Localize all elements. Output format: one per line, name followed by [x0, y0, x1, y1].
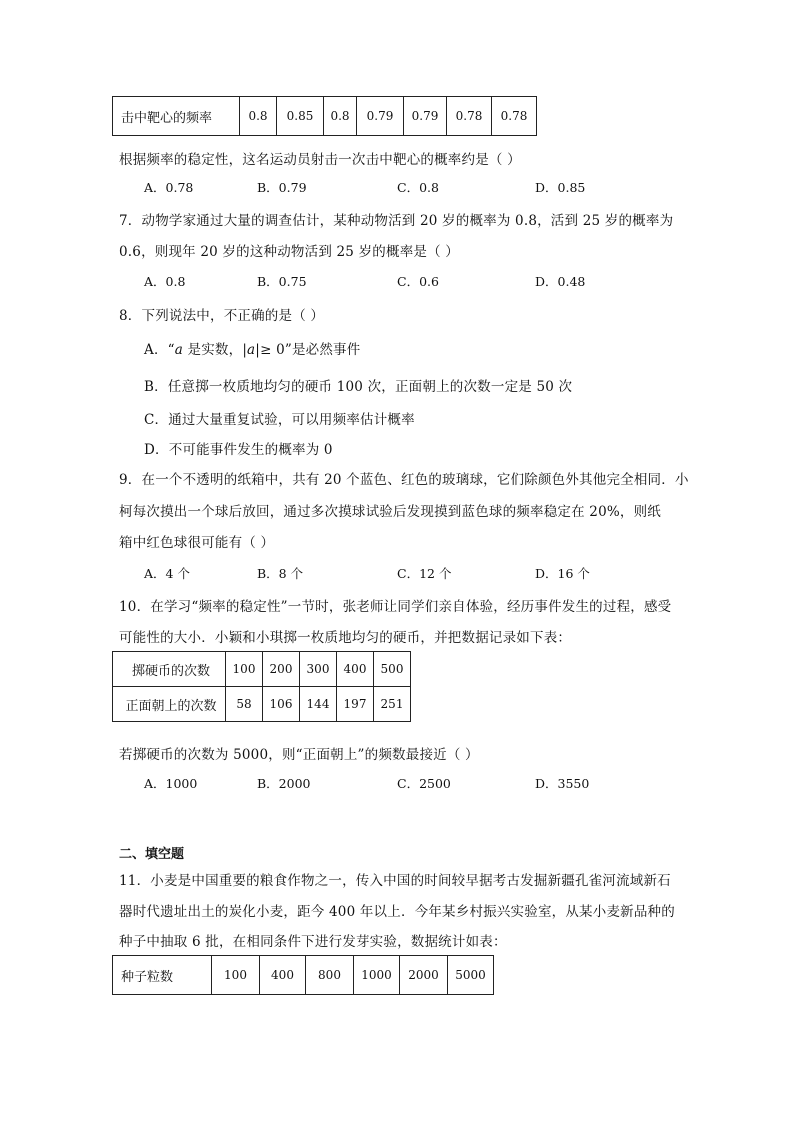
table-header-cell: 击中靶心的频率 [113, 97, 240, 136]
q7-option-c: C．0.6 [397, 274, 439, 289]
table-cell: 0.8 [240, 97, 277, 136]
q8-option-a [144, 338, 360, 358]
q10-option-d: D．3550 [535, 776, 590, 791]
q6-option-a: A．0.78 [144, 180, 194, 195]
question-10-after-table: 若掷硬币的次数为 5000，则“正面朝上”的频数最接近（ ） [119, 747, 479, 763]
q8-option-c: C．通过大量重复试验，可以用频率估计概率 [144, 412, 415, 428]
table-row [113, 652, 411, 687]
hit-frequency-table [112, 96, 537, 136]
question-9-line1: 9．在一个不透明的纸箱中，共有 20 个蓝色、红色的玻璃球，它们除颜色外其他完全相同．小 [119, 472, 689, 488]
table-cell: 200 [263, 652, 300, 687]
question-11-line3: 种子中抽取 6 批，在相同条件下进行发芽实验，数据统计如表： [119, 934, 507, 950]
question-9-line2: 柯每次摸出一个球后放回，通过多次摸球试验后发现摸到蓝色球的频率稳定在 20%，则纸 [119, 504, 661, 520]
table-header-cell: 正面朝上的次数 [113, 687, 226, 722]
table-cell: 144 [300, 687, 337, 722]
table-cell: 500 [374, 652, 411, 687]
table-cell: 251 [374, 687, 411, 722]
table-cell: 0.85 [277, 97, 324, 136]
table-cell: 100 [226, 652, 263, 687]
question-9-line3: 箱中红色球很可能有（ ） [119, 535, 275, 551]
q8-option-a-mid: 是实数， [183, 342, 243, 358]
table-cell: 197 [337, 687, 374, 722]
q9-option-c: C．12 个 [397, 566, 452, 581]
table-cell: 1000 [354, 956, 400, 995]
table-cell: 0.79 [357, 97, 404, 136]
variable-a: a [174, 342, 184, 358]
table-row [113, 687, 411, 722]
q6-option-b: B．0.79 [257, 180, 307, 195]
q10-option-c: C．2500 [397, 776, 451, 791]
q7-option-a: A．0.8 [144, 274, 186, 289]
q8-option-b: B．任意掷一枚质地均匀的硬币 100 次，正面朝上的次数一定是 50 次 [144, 379, 573, 395]
q10-option-b: B．2000 [257, 776, 311, 791]
table-cell: 100 [212, 956, 260, 995]
question-7-stem-line1: 7．动物学家通过大量的调查估计，某种动物活到 20 岁的概率为 0.8，活到 25 岁的概率为 [119, 213, 674, 229]
q7-option-b: B．0.75 [257, 274, 307, 289]
table-cell: 58 [226, 687, 263, 722]
table-header-cell: 种子粒数 [113, 956, 212, 995]
table-header-cell: 掷硬币的次数 [113, 652, 226, 687]
table-cell: 0.8 [324, 97, 357, 136]
question-6-stem: 根据频率的稳定性，这名运动员射击一次击中靶心的概率约是（ ） [119, 152, 521, 168]
table-row [113, 956, 494, 995]
table-cell: 0.79 [404, 97, 447, 136]
q6-option-d: D．0.85 [535, 180, 586, 195]
q8-option-d: D．不可能事件发生的概率为 0 [144, 442, 333, 458]
table-cell: 800 [306, 956, 354, 995]
q9-option-a: A．4 个 [144, 566, 190, 581]
table-cell: 400 [337, 652, 374, 687]
q10-option-a: A．1000 [144, 776, 198, 791]
question-7-stem-line2: 0.6，则现年 20 岁的这种动物活到 25 岁的概率是（ ） [119, 244, 459, 260]
table-cell: 300 [300, 652, 337, 687]
q8-option-a-prefix: A．“ [144, 342, 175, 358]
question-8-stem: 8．下列说法中，不正确的是（ ） [119, 308, 325, 324]
q6-option-c: C．0.8 [397, 180, 439, 195]
question-11-line2: 器时代遗址出土的炭化小麦，距今 400 年以上．今年某乡村振兴实验室，从某小麦新品种的 [119, 904, 675, 920]
coin-toss-table [112, 651, 411, 722]
q9-option-b: B．8 个 [257, 566, 304, 581]
q7-option-d: D．0.48 [535, 274, 586, 289]
question-10-line1: 10．在学习“频率的稳定性”一节时，张老师让同学们亲自体验，经历事件发生的过程，感受 [119, 599, 672, 615]
seed-count-table [112, 955, 494, 995]
question-11-line1: 11．小麦是中国重要的粮食作物之一，传入中国的时间较早据考古发掘新疆孔雀河流域新石 [119, 873, 671, 889]
q9-option-d: D．16 个 [535, 566, 590, 581]
table-cell: 400 [260, 956, 306, 995]
section-title: 二、填空题 [119, 847, 185, 862]
table-cell: 0.78 [492, 97, 537, 136]
table-cell: 2000 [400, 956, 448, 995]
table-cell: 0.78 [447, 97, 492, 136]
absolute-value-expression: |a| [242, 342, 261, 358]
table-row [113, 97, 537, 136]
question-10-line2: 可能性的大小．小颖和小琪掷一枚质地均匀的硬币，并把数据记录如下表： [119, 630, 572, 646]
table-cell: 5000 [448, 956, 494, 995]
q8-option-a-suffix: ≥ 0”是必然事件 [260, 342, 361, 358]
table-cell: 106 [263, 687, 300, 722]
